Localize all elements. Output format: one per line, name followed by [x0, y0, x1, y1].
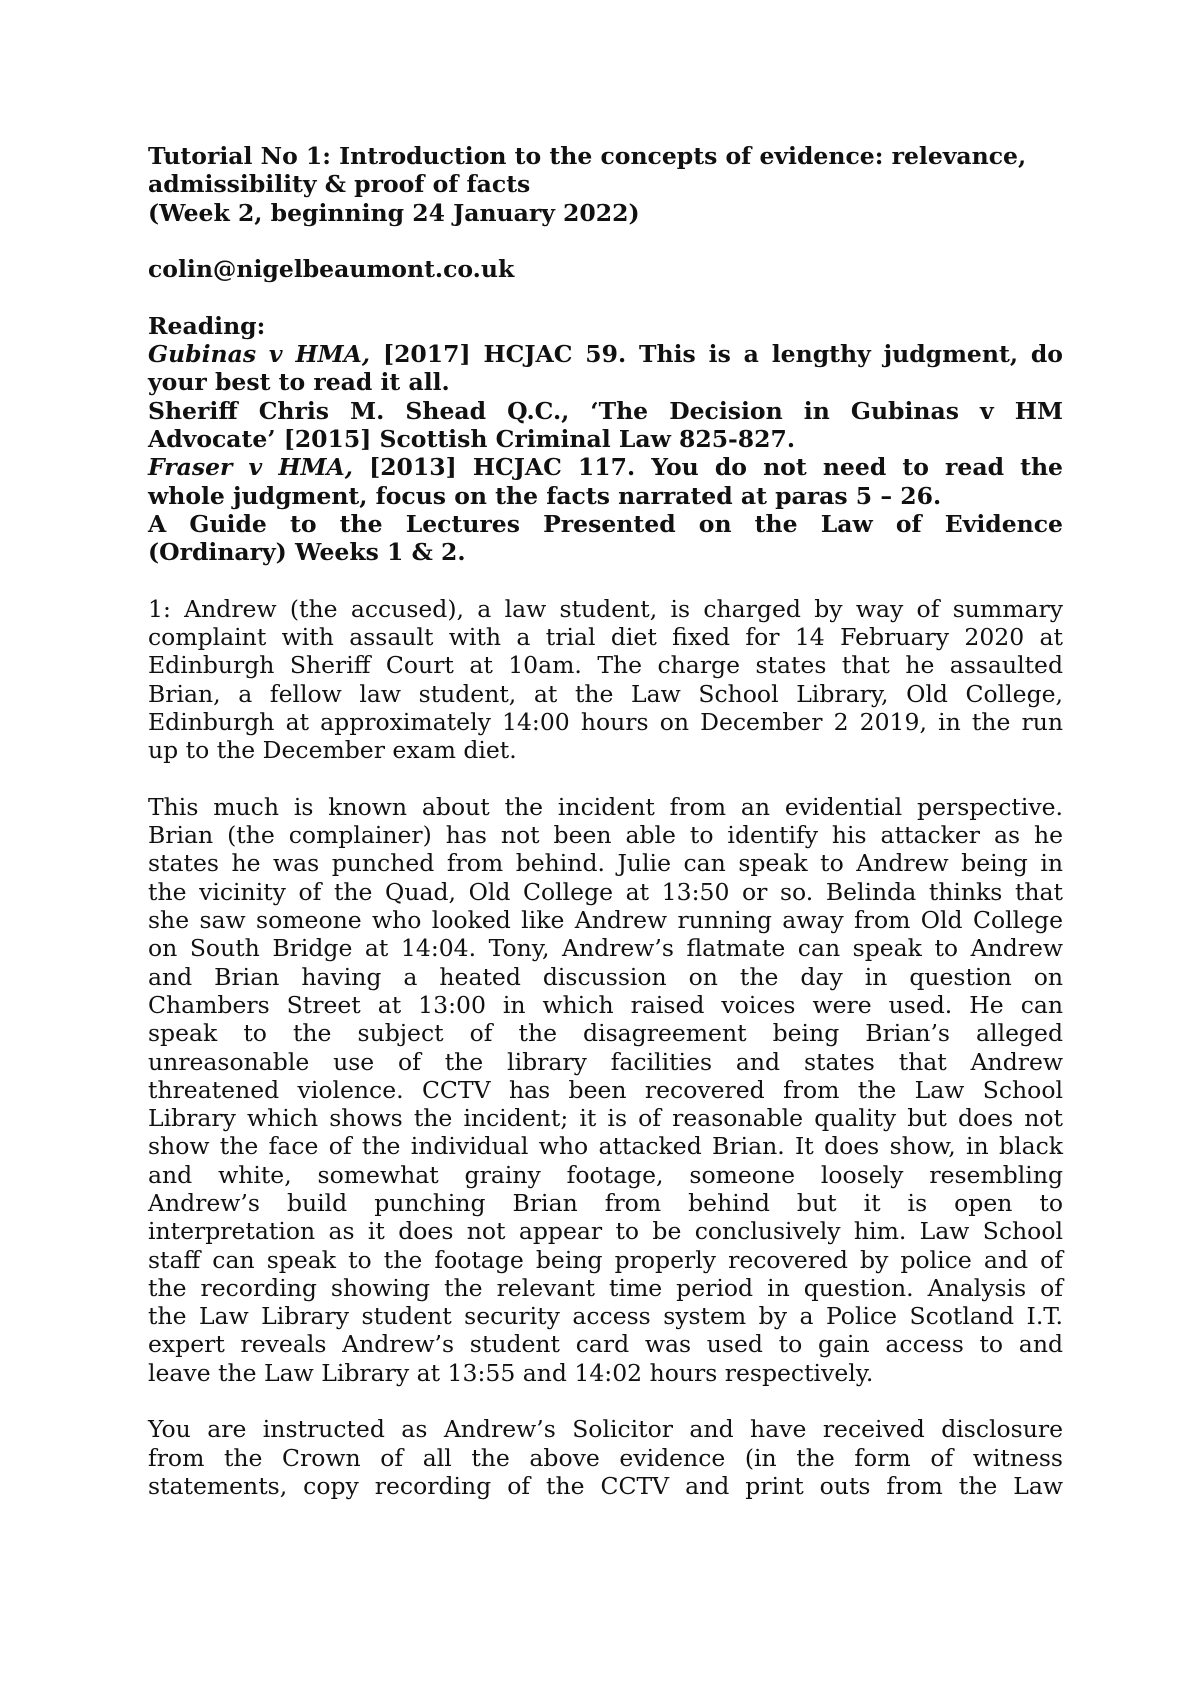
case-name-fraser: Fraser v HMA,	[148, 453, 353, 482]
paragraph-line: unreasonable use of the library facilities and states that Andrew	[148, 1047, 1063, 1076]
paragraph-line: threatened violence. CCTV has been recovered from the Law School	[148, 1075, 1063, 1104]
reading-label: Reading:	[148, 311, 266, 340]
paragraph-line: Edinburgh Sheriff Court at 10am. The charge states that he assaulted	[148, 651, 1063, 680]
spacer	[148, 283, 1063, 311]
question-1-paragraph-3	[148, 1415, 1063, 1500]
spacer	[148, 227, 1063, 255]
paragraph-line: staff can speak to the footage being properly recovered by police and of	[148, 1245, 1063, 1274]
paragraph-line: Brian, a fellow law student, at the Law School Library, Old College,	[148, 679, 1063, 708]
case-name-gubinas: Gubinas v HMA,	[148, 340, 371, 369]
question-1-paragraph-2	[148, 793, 1063, 1387]
paragraph-line: Library which shows the incident; it is of reasonable quality but does not	[148, 1104, 1063, 1133]
paragraph-line: complaint with assault with a trial diet fixed for 14 February 2020 at	[148, 623, 1063, 652]
question-1-paragraph-1	[148, 595, 1063, 765]
paragraph-line: expert reveals Andrew’s student card was used to gain access to and	[148, 1330, 1063, 1359]
heading-line-2: admissibility & proof of facts	[148, 170, 531, 199]
heading-line-1: Tutorial No 1: Introduction to the concepts of evidence: relevance,	[148, 142, 1027, 170]
reading-item-4-line-2: (Ordinary) Weeks 1 & 2.	[148, 538, 466, 567]
paragraph-line: Chambers Street at 13:00 in which raised voices were used. He can	[148, 990, 1063, 1019]
paragraph-line: 1: Andrew (the accused), a law student, is charged by way of summary	[148, 594, 1063, 623]
paragraph-line: on South Bridge at 14:04. Tony, Andrew’s flatmate can speak to Andrew	[148, 934, 1063, 963]
spacer	[148, 765, 1063, 793]
paragraph-line: Edinburgh at approximately 14:00 hours on December 2 2019, in the run	[148, 707, 1063, 736]
reading-item-4-line-1: A Guide to the Lectures Presented on the Law of Evidence	[148, 509, 1063, 538]
paragraph-line: and Brian having a heated discussion on the day in question on	[148, 962, 1063, 991]
paragraph-line: the vicinity of the Quad, Old College at 13:50 or so. Belinda thinks that	[148, 877, 1063, 906]
paragraph-line: the Law Library student security access system by a Police Scotland I.T.	[148, 1302, 1063, 1331]
paragraph-line: and white, somewhat grainy footage, someone loosely resembling	[148, 1160, 1063, 1189]
spacer	[148, 1387, 1063, 1415]
reading-item-2-line-1: Sheriff Chris M. Shead Q.C., ‘The Decision in Gubinas v HM	[148, 396, 1063, 425]
reading-item-3-line-1	[148, 453, 1063, 481]
paragraph-line: leave the Law Library at 13:55 and 14:02 hours respectively.	[148, 1358, 874, 1387]
spacer	[148, 566, 1063, 594]
paragraph-line: Andrew’s build punching Brian from behind but it is open to	[148, 1188, 1063, 1217]
reading-item-1-line-1	[148, 340, 1063, 368]
paragraph-line: the recording showing the relevant time period in question. Analysis of	[148, 1273, 1063, 1302]
paragraph-line: statements, copy recording of the CCTV and print outs from the Law	[148, 1471, 1063, 1500]
reading-item-3-line-2: whole judgment, focus on the facts narrated at paras 5 – 26.	[148, 481, 942, 510]
paragraph-line: states he was punched from behind. Julie can speak to Andrew being in	[148, 849, 1063, 878]
reading-item-3-text: [2013] HCJAC 117. You do not need to read the	[352, 453, 1064, 482]
paragraph-line: speak to the subject of the disagreement being Brian’s alleged	[148, 1019, 1063, 1048]
reading-item-1-line-2: your best to read it all.	[148, 368, 450, 397]
paragraph-line: You are instructed as Andrew’s Solicitor and have received disclosure	[148, 1415, 1063, 1444]
reading-item-1-text: [2017] HCJAC 59. This is a lengthy judgment, do	[370, 340, 1063, 369]
paragraph-line: Brian (the complainer) has not been able to identify his attacker as he	[148, 821, 1063, 850]
reading-item-2-line-2: Advocate’ [2015] Scottish Criminal Law 825-827.	[148, 424, 796, 453]
paragraph-line: show the face of the individual who attacked Brian. It does show, in black	[148, 1132, 1063, 1161]
paragraph-line: interpretation as it does not appear to be conclusively him. Law School	[148, 1217, 1063, 1246]
document-page	[148, 142, 1063, 1500]
heading-line-3: (Week 2, beginning 24 January 2022)	[148, 198, 640, 227]
paragraph-line: she saw someone who looked like Andrew running away from Old College	[148, 906, 1063, 935]
paragraph-line: up to the December exam diet.	[148, 736, 517, 765]
email-address: colin@nigelbeaumont.co.uk	[148, 255, 515, 284]
paragraph-line: from the Crown of all the above evidence (in the form of witness	[148, 1443, 1063, 1472]
paragraph-line: This much is known about the incident from an evidential perspective.	[148, 792, 1063, 821]
